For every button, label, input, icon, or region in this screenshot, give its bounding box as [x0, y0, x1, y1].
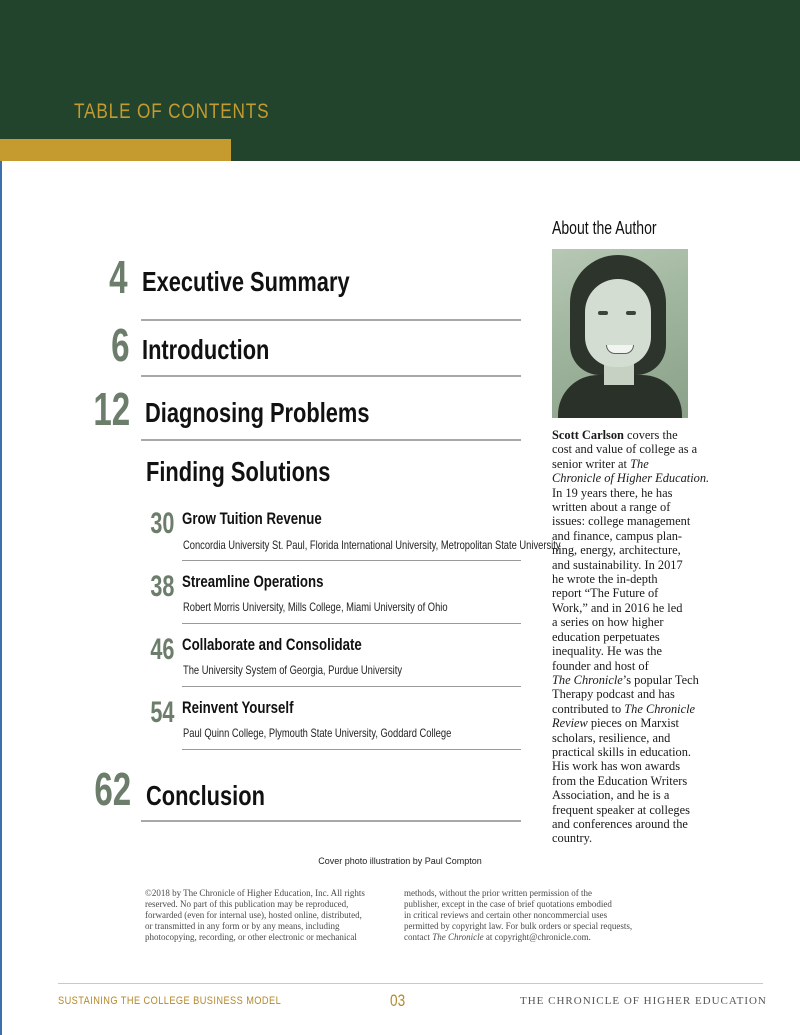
toc-page-number: 38 [149, 570, 174, 603]
toc-title: Introduction [142, 334, 270, 365]
divider [182, 560, 521, 561]
author-bio: Scott Carlson covers the cost and value of college as a senior writer at The Chronicle of Higher Education. In 19 years there, he has written about a range of issues: college management and finance, campus plan- ning, energy, architecture, and sustainability. In 2017 he wrote the in-depth report “The Future of Work,” and in 2016 he led a series on how higher education perpetuates inequality. He was the founder and host of The Chronicle’s popular Tech Therapy podcast and has contributed to The Chronicle Review pieces on Marxist scholars, resilience, and practical skills in education. His work has won awards from the Education Writers Association, and he is a frequent speaker at colleges and conferences around the country. [552, 428, 710, 846]
divider [182, 749, 521, 750]
toc-page-number: 54 [149, 696, 174, 729]
toc-subtitle: Reinvent Yourself [182, 698, 294, 717]
toc-page-number: 30 [149, 507, 174, 540]
toc-page-number: 4 [109, 251, 128, 303]
toc-institutions: The University System of Georgia, Purdue University [183, 663, 403, 677]
divider [141, 439, 521, 441]
copyright-notice-left: ©2018 by The Chronicle of Higher Education, Inc. All rights reserved. No part of this publication may be reproduced, forwarded (even for internal use), hosted online, distributed, or transmitted in any form or by any means, including photocopying, recording, or other electronic or mechanical [145, 888, 365, 942]
toc-institutions: Paul Quinn College, Plymouth State University, Goddard College [183, 726, 452, 740]
toc-page-number: 62 [94, 763, 131, 815]
page-title: TABLE OF CONTENTS [74, 100, 270, 123]
divider [141, 820, 521, 822]
section-heading-finding-solutions: Finding Solutions [146, 456, 331, 487]
about-author-heading: About the Author [552, 218, 657, 238]
toc-title: Conclusion [146, 780, 265, 811]
footer-publisher: THE CHRONICLE OF HIGHER EDUCATION [520, 995, 767, 1007]
divider [141, 375, 521, 377]
toc-page-number: 12 [93, 383, 130, 435]
divider [141, 319, 521, 321]
header-band [0, 0, 800, 161]
toc-page-number: 6 [111, 319, 130, 371]
toc-institutions: Concordia University St. Paul, Florida International University, Metropolitan State University [183, 538, 561, 552]
divider [182, 623, 521, 624]
divider [182, 686, 521, 687]
toc-title: Diagnosing Problems [145, 397, 370, 428]
toc-subtitle: Collaborate and Consolidate [182, 635, 362, 654]
toc-subtitle: Grow Tuition Revenue [182, 509, 322, 528]
toc-subtitle: Streamline Operations [182, 572, 324, 591]
author-photo [552, 249, 688, 418]
toc-page-number: 46 [149, 633, 174, 666]
photo-credit: Cover photo illustration by Paul Compton [318, 856, 482, 866]
footer-page-number: 03 [390, 991, 406, 1010]
footer-publication-title: SUSTAINING THE COLLEGE BUSINESS MODEL [58, 995, 282, 1007]
footer-divider [58, 983, 763, 984]
gold-accent-bar [0, 139, 231, 161]
copyright-notice-right: methods, without the prior written permission of the publisher, except in the case of brief quotations embodied in critical reviews and certain other noncommercial uses permitted by copyright law. For bulk orders or special requests, contact The Chronicle at copyright@chronicle.com. [404, 888, 633, 942]
toc-institutions: Robert Morris University, Mills College, Miami University of Ohio [183, 600, 448, 614]
toc-title: Executive Summary [142, 266, 350, 297]
